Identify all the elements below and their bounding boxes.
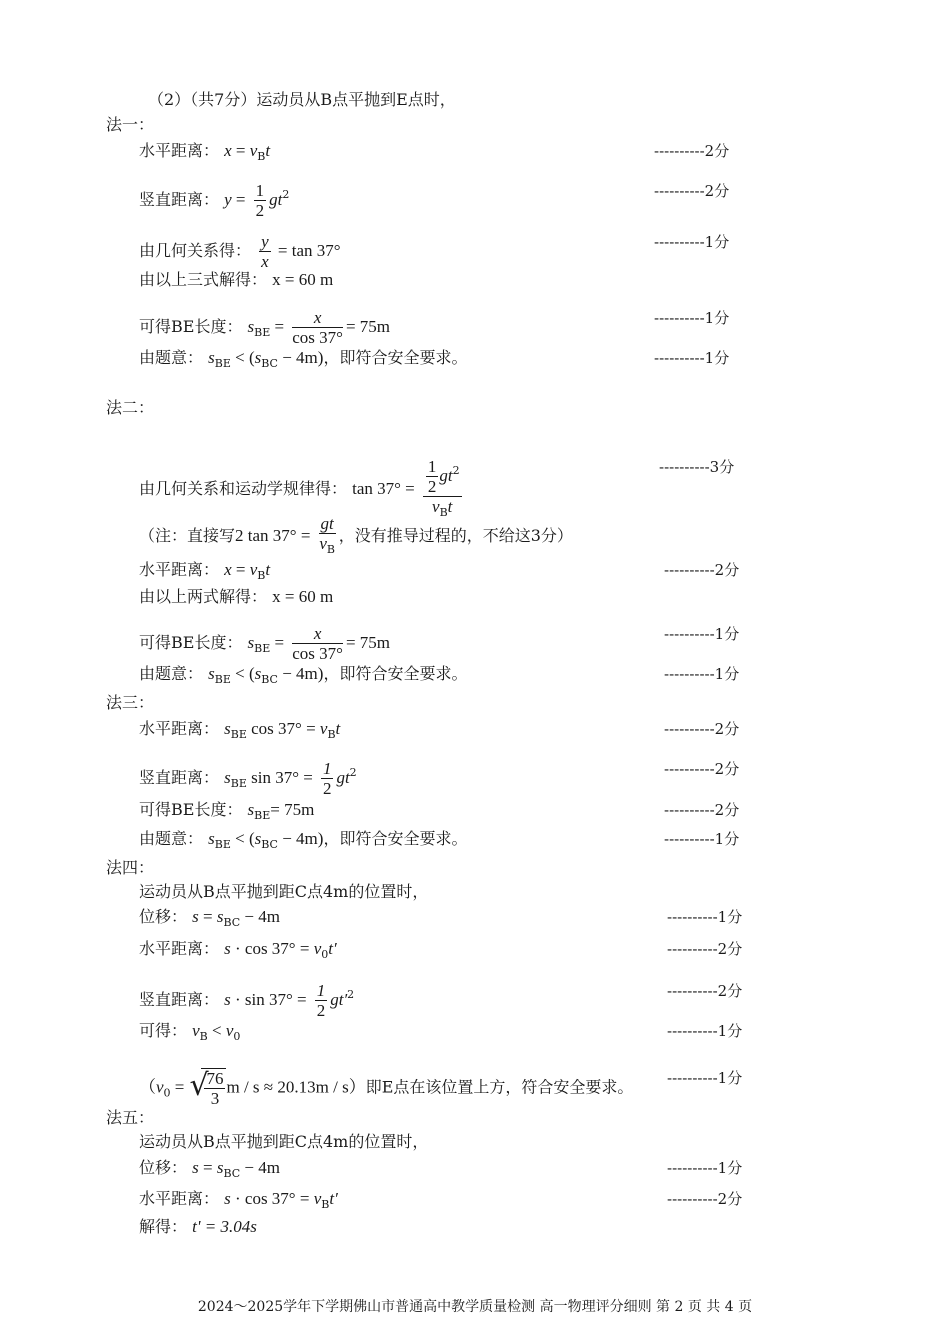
m3-be-label: 可得BE长度： — [139, 800, 243, 819]
m3-vert-label: 竖直距离： — [139, 768, 220, 787]
m1-points-geometry: ----------1分 — [654, 233, 730, 251]
m2-horiz-label: 水平距离： — [139, 560, 220, 579]
m1-be-result: = 75m — [345, 317, 391, 336]
m1-geometry-line: 由几何关系得： $\frac{y}{x}$ = tan 37° — [139, 232, 341, 271]
page-footer: 2024～2025学年下学期佛山市普通高中教学质量检测 高一物理评分细则 第 2 页 共 4 页 — [197, 1299, 753, 1315]
m2-points-horizontal: ----------2分 — [664, 561, 740, 579]
method-2-title: 法二： — [106, 398, 155, 417]
fraction-half: $\frac{1}{2}$ — [316, 981, 326, 1020]
m2-note-pre: （注：直接写 — [139, 526, 236, 545]
m4-vertical-line: 竖直距离： s · sin 37° = $\frac{1}{2}$ $gt'^2$ — [139, 981, 355, 1020]
m4-points-displacement: ----------1分 — [667, 908, 743, 926]
m4-vert-label: 竖直距离： — [139, 990, 220, 1009]
m4-points-vertical: ----------2分 — [667, 982, 743, 1000]
fraction-gt-over-vb: $\frac{gt}{v_B}$ — [319, 514, 335, 556]
m2-be-line: 可得BE长度： $s_{BE}$ = $\frac{x}{\cos 37^\circ}$ = 75m — [139, 624, 391, 663]
m3-safe-tail: ，即符合安全要求。 — [323, 829, 468, 848]
m4-v0-result: m / s ≈ 20.13m / s — [226, 1077, 349, 1097]
m5-points-horizontal: ----------2分 — [667, 1190, 743, 1208]
m3-points-vertical: ----------2分 — [664, 760, 740, 778]
m5-solve-line — [139, 1217, 257, 1237]
m2-points-geom-kin: ----------3分 — [659, 458, 735, 476]
m4-horiz-label: 水平距离： — [139, 939, 220, 958]
m1-safety-line: 由题意： $s_{BE} < (s_{BC} - 4m)$，即符合安全要求。 — [139, 348, 468, 370]
m1-safe-tail: ，即符合安全要求。 — [323, 348, 468, 367]
method-3-title: 法三： — [106, 693, 155, 712]
m2-safety-line: 由题意： $s_{BE} < (s_{BC} - 4m)$，即符合安全要求。 — [139, 664, 468, 686]
m5-disp-label: 位移： — [139, 1158, 188, 1177]
m4-points-obtain: ----------1分 — [667, 1022, 743, 1040]
m1-horiz-formula: x — [224, 141, 232, 160]
m3-vertical-line: 竖直距离： $s_{BE}$ sin 37° = $\frac{1}{2}$ $gt^2$ — [139, 759, 357, 798]
m1-points-safety: ----------1分 — [654, 349, 730, 367]
m2-geom-kin-line: 由几何关系和运动学规律得： tan 37° = $\frac{1}{2}$ $gt^2$ $v_Bt$ — [139, 457, 465, 522]
m2-question-label: 由题意： — [139, 664, 204, 683]
fraction-y-over-x: $\frac{y}{x}$ — [261, 232, 269, 271]
m5-displacement-line: 位移： $s = s_{BC} - 4m$ — [139, 1158, 280, 1180]
m2-points-safety: ----------1分 — [664, 665, 740, 683]
m5-horizontal-line: 水平距离： $s \cdot \cos 37^\circ = v_Bt'$ — [139, 1189, 338, 1211]
m1-points-be: ----------1分 — [654, 309, 730, 327]
m1-solve-label: 由以上三式解得： — [139, 270, 268, 289]
m2-solve-label: 由以上两式解得： — [139, 587, 268, 606]
sqrt-76-over-3: √ $\frac{76}{3}$ — [189, 1068, 226, 1108]
m5-t-result: t' = 3.04s — [192, 1217, 257, 1236]
m3-safety-line: 由题意： $s_{BE} < (s_{BC} - 4m)$，即符合安全要求。 — [139, 829, 468, 851]
m3-points-safety: ----------1分 — [664, 830, 740, 848]
m3-horiz-label: 水平距离： — [139, 719, 220, 738]
m4-obtain-line: 可得： $v_B < v_0$ — [139, 1021, 241, 1043]
m2-be-label: 可得BE长度： — [139, 633, 243, 652]
fraction-x-over-cos: $\frac{x}{\cos 37^\circ}$ — [292, 308, 343, 347]
m5-solve-label: 解得： — [139, 1217, 188, 1236]
m2-note-post: ，没有推导过程的，不给这3分） — [338, 526, 573, 545]
m1-vertical-line: 竖直距离： y = $\frac{1}{2}$ $gt^2$ — [139, 181, 290, 220]
fraction-half: $\frac{1}{2}$ — [322, 759, 332, 798]
m1-points-vertical: ----------2分 — [654, 182, 730, 200]
m3-points-horizontal: ----------2分 — [664, 720, 740, 738]
m3-horizontal-line: 水平距离： $s_{BE}$ $\cos 37^\circ = v_Bt$ — [139, 719, 341, 741]
m4-points-v0: ----------1分 — [667, 1069, 743, 1087]
m1-question-label: 由题意： — [139, 348, 204, 367]
m1-be-line: 可得BE长度： $s_{BE}$ = $\frac{x}{\cos 37^\circ}$ = 75m — [139, 308, 391, 347]
m2-be-result: = 75m — [345, 633, 391, 652]
m5-throw-line: 运动员从B点平抛到距C点4m的位置时， — [139, 1132, 429, 1151]
m2-points-be: ----------1分 — [664, 625, 740, 643]
method-4-title: 法四： — [106, 858, 155, 877]
m4-v0-line: （$v_0$ = √ $\frac{76}{3}$ m / s ≈ 20.13m / s）即E点在该位置上方，符合安全要求。 — [139, 1068, 634, 1108]
m3-question-label: 由题意： — [139, 829, 204, 848]
m4-throw-line: 运动员从B点平抛到距C点4m的位置时， — [139, 882, 429, 901]
m1-be-label: 可得BE长度： — [139, 317, 243, 336]
m3-be-result: = 75m — [270, 800, 315, 819]
m3-be-line: 可得BE长度： $s_{BE}= 75m$ — [139, 800, 315, 822]
m1-solve-line — [139, 270, 333, 290]
method-1-title: 法一： — [106, 115, 155, 134]
m4-displacement-line: 位移： $s = s_{BC} - 4m$ — [139, 907, 280, 929]
fraction-half: $\frac{1}{2}$ — [255, 181, 265, 220]
m2-geom-kin-label: 由几何关系和运动学规律得： — [139, 479, 348, 498]
m2-note-line: （注：直接写2 tan 37° = $\frac{gt}{v_B}$ ，没有推导过程的，不给这3分） — [139, 514, 573, 559]
m2-x-result: x = 60 m — [272, 587, 334, 606]
m4-horizontal-line: 水平距离： $s \cdot \cos 37^\circ = v_0t'$ — [139, 939, 337, 961]
compound-fraction: $\frac{1}{2}$ $gt^2$ $v_Bt$ — [423, 457, 462, 522]
m3-points-be: ----------2分 — [664, 801, 740, 819]
m1-geom-label: 由几何关系得： — [139, 241, 252, 260]
m2-safe-tail: ，即符合安全要求。 — [323, 664, 468, 683]
m5-points-displacement: ----------1分 — [667, 1159, 743, 1177]
m4-obtain-label: 可得： — [139, 1021, 188, 1040]
m4-points-horizontal: ----------2分 — [667, 940, 743, 958]
m1-vert-label: 竖直距离： — [139, 190, 220, 209]
m1-horiz-label: 水平距离： — [139, 141, 220, 160]
section-heading: （2）（共7分）运动员从B点平抛到E点时， — [148, 90, 456, 109]
fraction-x-over-cos: $\frac{x}{\cos 37^\circ}$ — [292, 624, 343, 663]
m1-points-horizontal: ----------2分 — [654, 142, 730, 160]
m2-solve-line — [139, 587, 333, 607]
m4-disp-label: 位移： — [139, 907, 188, 926]
m2-horizontal-line: 水平距离： $x = v_Bt$ — [139, 560, 271, 582]
m1-x-result: x = 60 m — [272, 270, 334, 289]
m4-conclusion: 即E点在该位置上方，符合安全要求。 — [365, 1077, 634, 1097]
m1-horizontal-line: 水平距离： $x = v_Bt$ — [139, 141, 271, 163]
method-5-title: 法五： — [106, 1108, 155, 1127]
m5-horiz-label: 水平距离： — [139, 1189, 220, 1208]
